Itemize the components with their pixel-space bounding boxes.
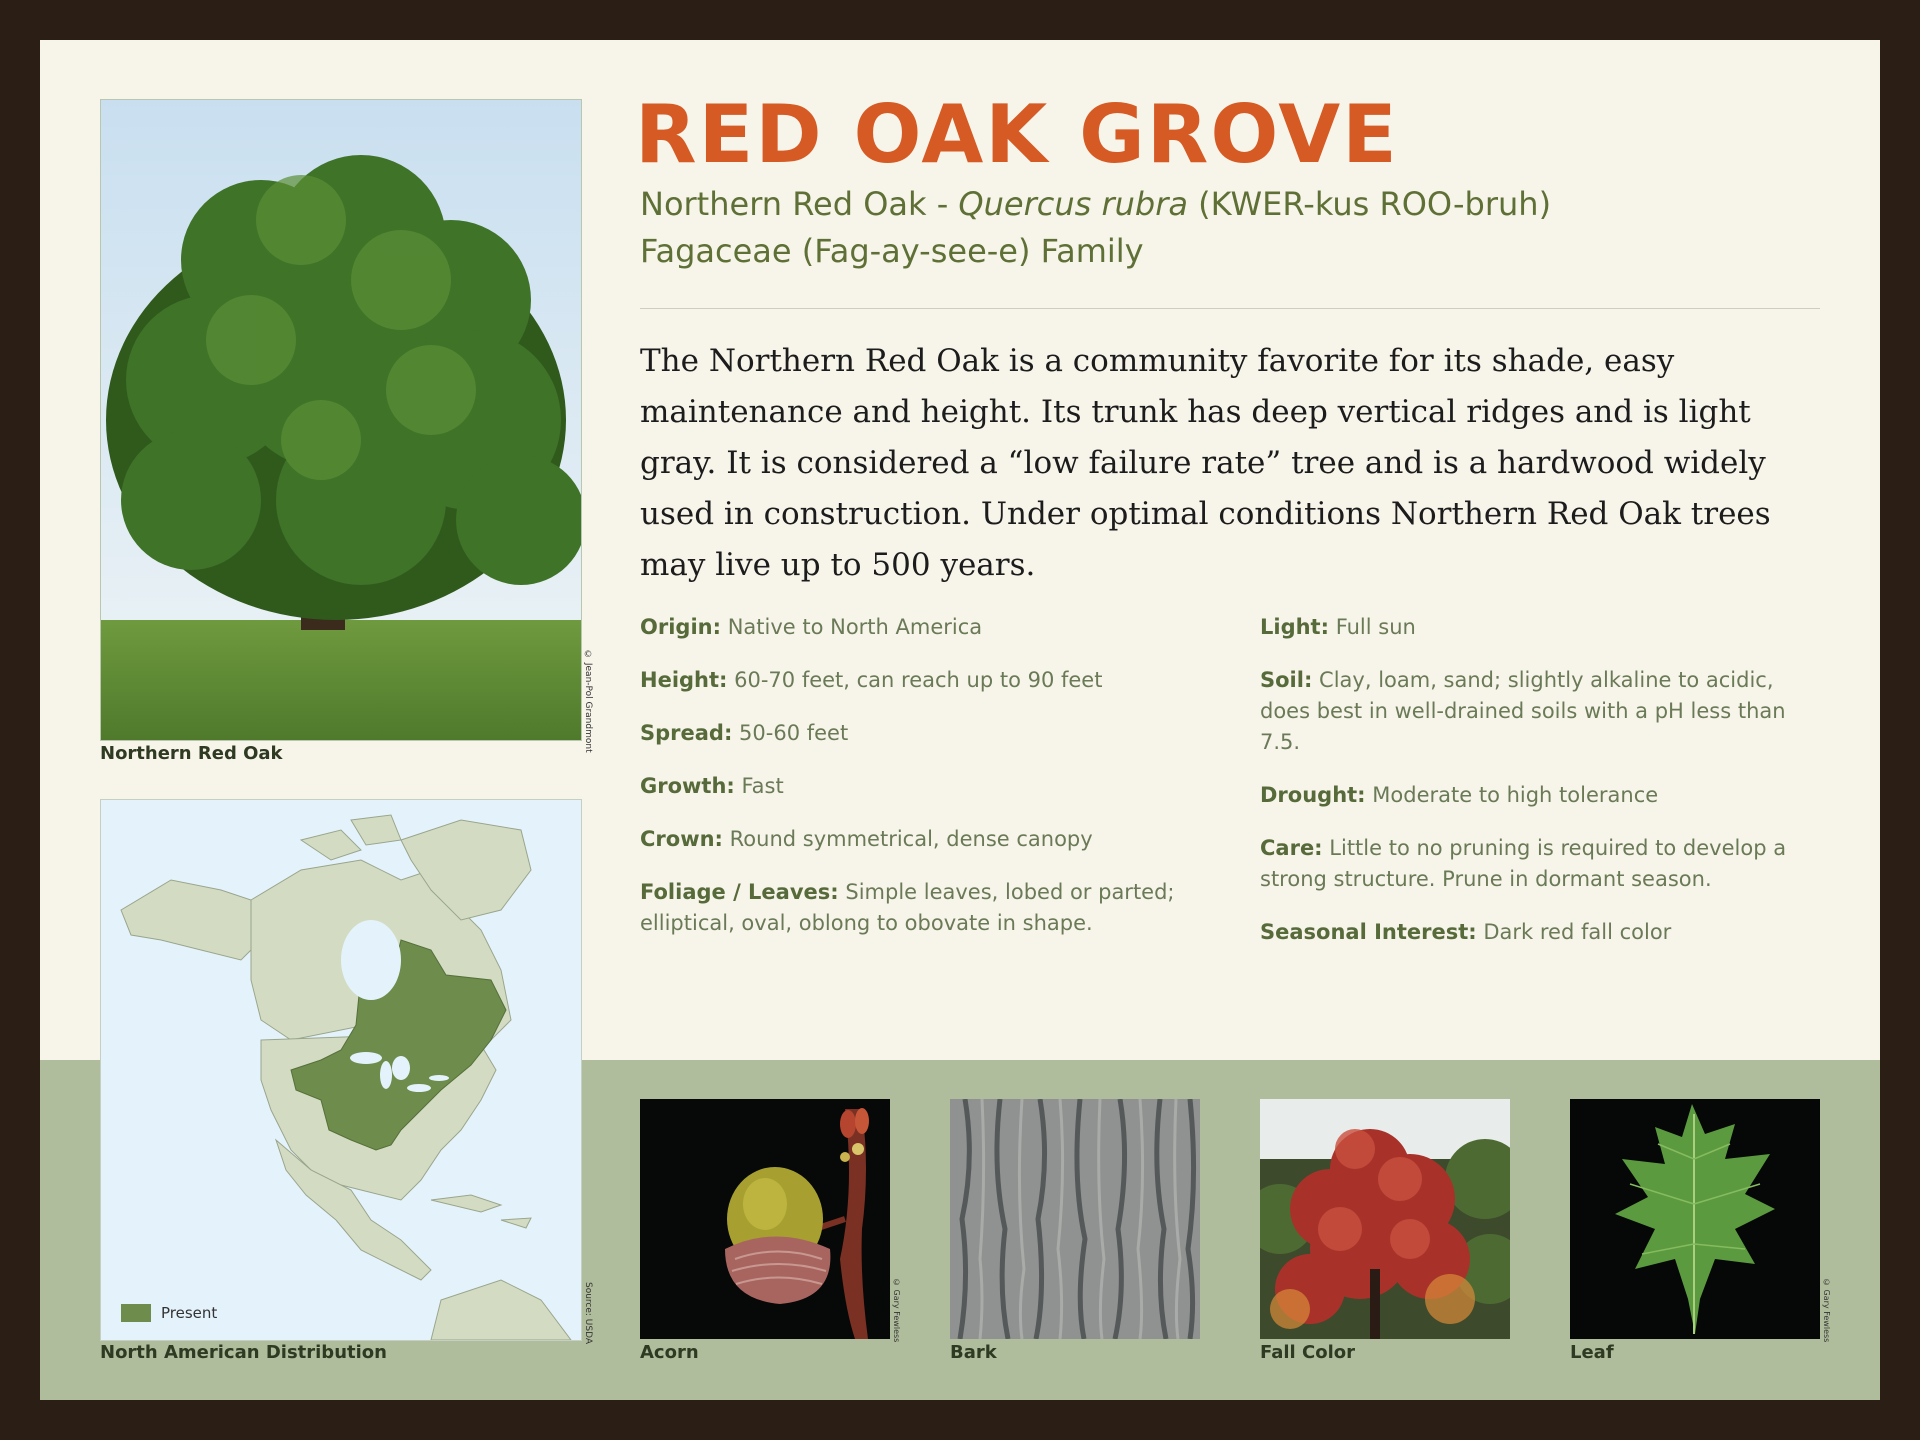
fact-label: Drought: (1260, 783, 1366, 807)
species-line (640, 185, 1551, 223)
fact-light (1260, 612, 1820, 643)
facts-right (1260, 612, 1820, 970)
distribution-map (100, 799, 582, 1341)
tree-photo-credit: © Jean-Pol Grandmont (583, 650, 593, 753)
fact-label: Soil: (1260, 668, 1313, 692)
fact-drought (1260, 780, 1820, 811)
fall-color-caption: Fall Color (1260, 1342, 1355, 1363)
bark-caption: Bark (950, 1342, 997, 1363)
leaf-photo (1570, 1099, 1820, 1339)
fact-value: Native to North America (727, 615, 983, 639)
fact-value: Simple leaves, lobed or parted; elliptical, oval, oblong to obovate in shape. (640, 880, 1175, 935)
legend-swatch (121, 1304, 151, 1322)
leaf-credit: © Gary Fewless (1822, 1278, 1831, 1343)
fact-value: Round symmetrical, dense canopy (729, 827, 1093, 851)
fact-label: Foliage / Leaves: (640, 880, 839, 904)
fact-value: Little to no pruning is required to develop a strong structure. Prune in dormant season. (1260, 836, 1787, 891)
fact-care (1260, 833, 1820, 895)
fact-spread (640, 718, 1200, 749)
map-caption: North American Distribution (100, 1342, 387, 1363)
fact-value: 60-70 feet, can reach up to 90 feet (734, 668, 1103, 692)
fact-value: Clay, loam, sand; slightly alkaline to acidic, does best in well-drained soils with a pH less than 7.5. (1260, 668, 1786, 754)
fact-label: Origin: (640, 615, 721, 639)
acorn-caption: Acorn (640, 1342, 699, 1363)
fact-seasonal-interest (1260, 917, 1820, 948)
fact-value: 50-60 feet (739, 721, 849, 745)
fact-label: Growth: (640, 774, 735, 798)
tree-photo-caption: Northern Red Oak (100, 743, 283, 764)
pronunciation: (KWER-kus ROO-bruh) (1198, 185, 1552, 223)
fact-value: Full sun (1335, 615, 1416, 639)
fact-growth (640, 771, 1200, 802)
fact-label: Seasonal Interest: (1260, 920, 1477, 944)
divider (640, 308, 1820, 309)
fact-crown (640, 824, 1200, 855)
fact-label: Height: (640, 668, 728, 692)
family-line: Fagaceae (Fag-ay-see-e) Family (640, 232, 1144, 270)
fact-value: Dark red fall color (1483, 920, 1672, 944)
fact-foliage (640, 877, 1200, 939)
acorn-photo (640, 1099, 890, 1339)
common-name: Northern Red Oak - (640, 185, 949, 223)
sign-panel (40, 40, 1880, 1400)
acorn-credit: © Gary Fewless (892, 1278, 901, 1343)
page-title: RED OAK GROVE (635, 88, 1399, 181)
tree-photo (100, 99, 582, 741)
fact-label: Care: (1260, 836, 1323, 860)
fact-label: Crown: (640, 827, 723, 851)
fact-label: Light: (1260, 615, 1329, 639)
fact-value: Moderate to high tolerance (1372, 783, 1659, 807)
leaf-caption: Leaf (1570, 1342, 1614, 1363)
facts-left (640, 612, 1200, 961)
map-credit: Source: USDA (583, 1282, 593, 1345)
fact-soil (1260, 665, 1820, 758)
legend-label: Present (161, 1304, 218, 1322)
scientific-name: Quercus rubra (958, 185, 1188, 223)
fall-color-photo (1260, 1099, 1510, 1339)
fact-value: Fast (741, 774, 784, 798)
bark-photo (950, 1099, 1200, 1339)
fact-label: Spread: (640, 721, 733, 745)
map-legend (121, 1304, 217, 1322)
fact-height (640, 665, 1200, 696)
fact-origin (640, 612, 1200, 643)
description: The Northern Red Oak is a community favorite for its shade, easy maintenance and height. Its trunk has deep vertical ridges and is light gray. It is considered a “low failure rate” tree and is a hardwood widely used in construction. Under optimal conditions Northern Red Oak trees may live up to 500 years. (640, 343, 1771, 583)
